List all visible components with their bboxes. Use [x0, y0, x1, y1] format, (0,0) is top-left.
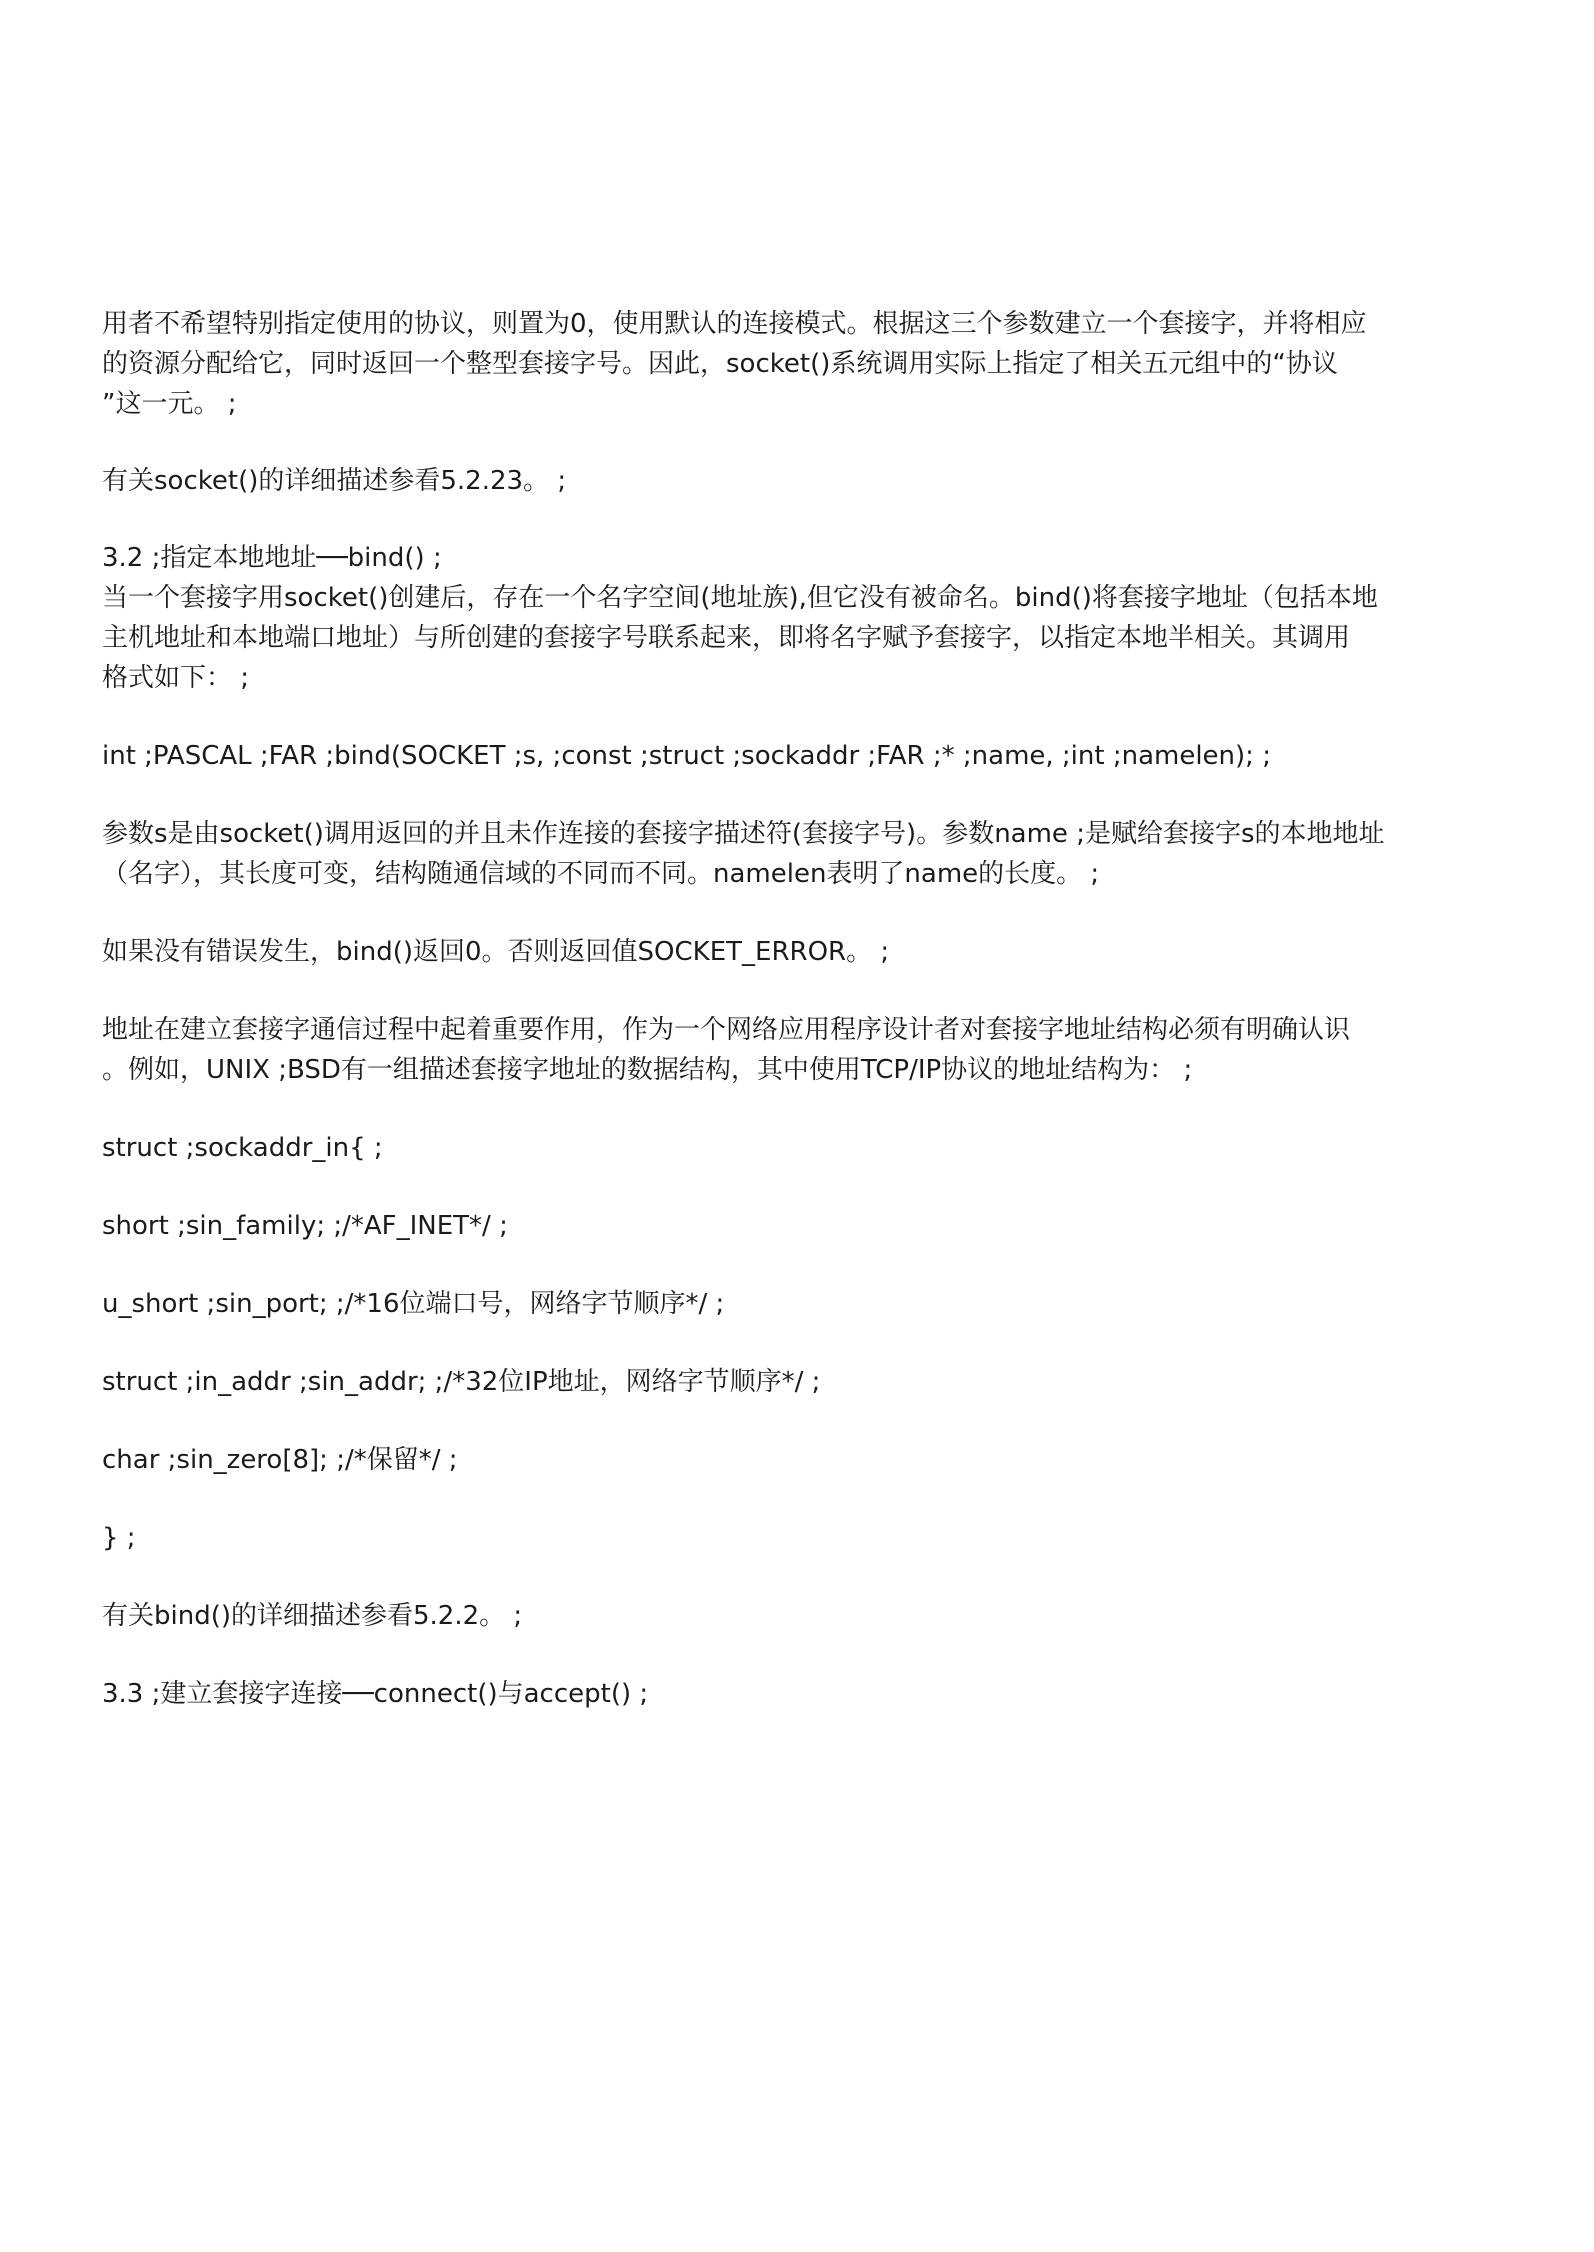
paragraph-bind-return	[102, 932, 1402, 972]
code-sin-addr	[102, 1362, 1402, 1402]
text-line: 用者不希望特别指定使用的协议，则置为0，使用默认的连接模式。根据这三个参数建立一个套接字，并将相应	[102, 309, 1367, 339]
code-sin-family	[102, 1206, 1402, 1246]
code-struct-close	[102, 1518, 1402, 1558]
code-line: char ;sin_zero[8]; ;/*保留*/ ;	[102, 1445, 458, 1475]
paragraph-bind-signature	[102, 736, 1402, 776]
text-line: 有关socket()的详细描述参看5.2.23。 ;	[102, 466, 567, 496]
section-heading: 3.2 ;指定本地地址──bind() ;	[102, 543, 442, 573]
paragraph-socket-reference	[102, 461, 1402, 501]
text-line: 参数s是由socket()调用返回的并且未作连接的套接字描述符(套接字号)。参数name ;是赋给套接字s的本地地址	[102, 819, 1385, 849]
code-line: short ;sin_family; ;/*AF_INET*/ ;	[102, 1211, 508, 1241]
section-heading: 3.3 ;建立套接字连接──connect()与accept() ;	[102, 1679, 649, 1709]
text-line: 的资源分配给它，同时返回一个整型套接字号。因此，socket()系统调用实际上指定了相关五元组中的“协议	[102, 349, 1338, 379]
paragraph-socket-protocol	[102, 304, 1402, 424]
text-line: （名字），其长度可变，结构随通信域的不同而不同。namelen表明了name的长度。 ;	[102, 859, 1100, 889]
paragraph-bind-reference	[102, 1596, 1402, 1636]
text-line: 有关bind()的详细描述参看5.2.2。 ;	[102, 1601, 523, 1631]
paragraph-section-3-2	[102, 538, 1402, 698]
paragraph-section-3-3	[102, 1674, 1402, 1714]
text-line: ”这一元。 ;	[102, 389, 237, 419]
code-line: int ;PASCAL ;FAR ;bind(SOCKET ;s, ;const ;struct ;sockaddr ;FAR ;* ;name, ;int ;namelen); ;	[102, 741, 1271, 771]
text-line: 当一个套接字用socket()创建后，存在一个名字空间(地址族),但它没有被命名。bind()将套接字地址（包括本地	[102, 583, 1378, 613]
code-line: struct ;sockaddr_in{ ;	[102, 1133, 383, 1163]
text-line: 如果没有错误发生，bind()返回0。否则返回值SOCKET_ERROR。 ;	[102, 937, 890, 967]
code-sin-zero	[102, 1440, 1402, 1480]
text-line: 格式如下： ;	[102, 663, 250, 693]
code-struct-open	[102, 1128, 1402, 1168]
paragraph-address-structure	[102, 1010, 1402, 1090]
paragraph-bind-params	[102, 814, 1402, 894]
code-line: } ;	[102, 1523, 136, 1553]
text-line: 主机地址和本地端口地址）与所创建的套接字号联系起来，即将名字赋予套接字，以指定本地半相关。其调用	[102, 623, 1351, 653]
text-line: 。例如，UNIX ;BSD有一组描述套接字地址的数据结构，其中使用TCP/IP协议的地址结构为： ;	[102, 1055, 1193, 1085]
code-sin-port	[102, 1284, 1402, 1324]
document-body	[102, 304, 1402, 1714]
code-line: struct ;in_addr ;sin_addr; ;/*32位IP地址，网络字节顺序*/ ;	[102, 1367, 821, 1397]
code-line: u_short ;sin_port; ;/*16位端口号，网络字节顺序*/ ;	[102, 1289, 725, 1319]
text-line: 地址在建立套接字通信过程中起着重要作用，作为一个网络应用程序设计者对套接字地址结构必须有明确认识	[102, 1015, 1351, 1045]
